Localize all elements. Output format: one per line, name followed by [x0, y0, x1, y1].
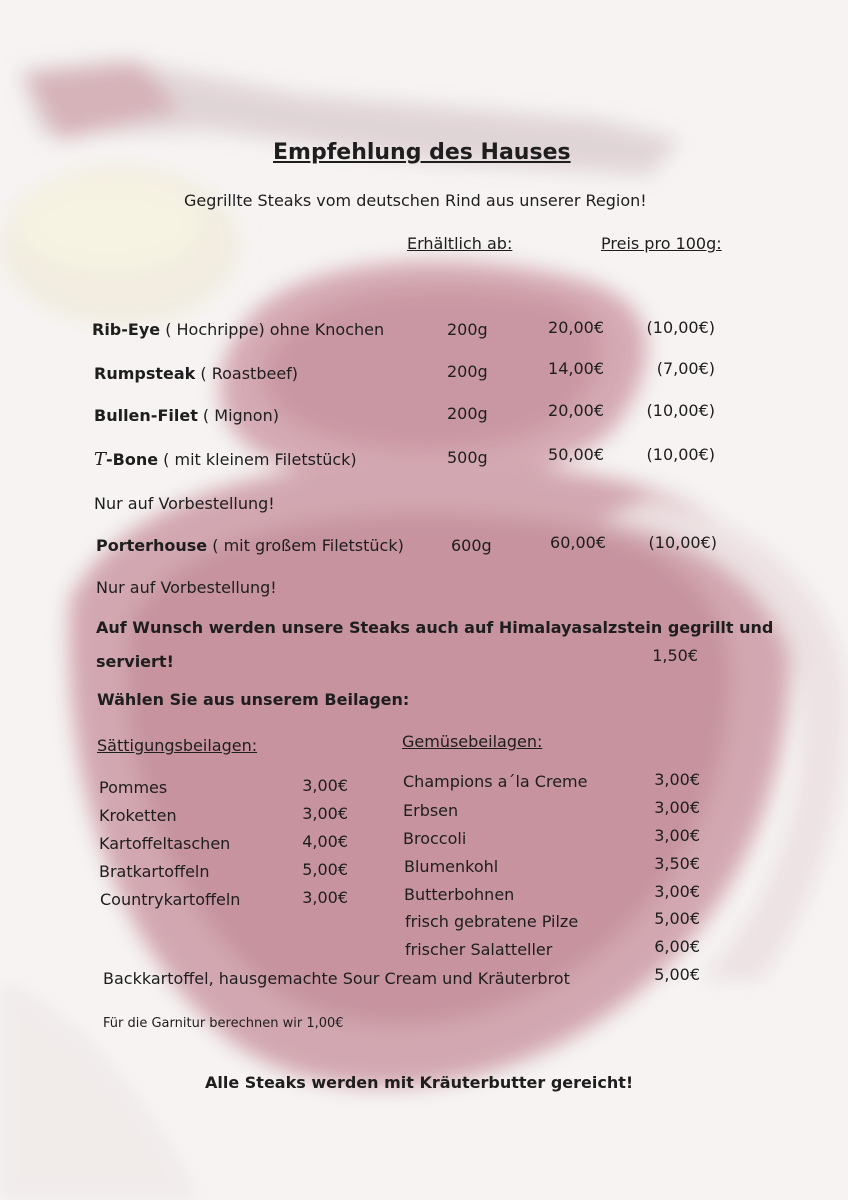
steak-name: Rumpsteak: [94, 364, 196, 383]
column-header-available: Erhältlich ab:: [407, 234, 513, 253]
list-item: Pommes: [99, 778, 168, 797]
list-item: Kroketten: [99, 806, 177, 825]
steak-description: ( Mignon): [197, 406, 279, 425]
preorder-note: Nur auf Vorbestellung!: [96, 578, 277, 597]
subtitle: Gegrillte Steaks vom deutschen Rind aus unserer Region!: [184, 191, 647, 210]
list-item-price: 5,00€: [302, 860, 348, 879]
list-item: Champions a´la Creme: [403, 772, 588, 791]
steak-price: 50,00€: [548, 445, 604, 464]
list-item-price: 5,00€: [654, 909, 700, 928]
steak-weight: 200g: [447, 362, 488, 381]
list-item: Kartoffeltaschen: [99, 834, 231, 853]
footer-note: Alle Steaks werden mit Kräuterbutter gereicht!: [205, 1073, 634, 1092]
steak-name: -Bone: [106, 450, 159, 469]
steak-price: 60,00€: [550, 533, 606, 552]
gemuesebeilagen-heading: Gemüsebeilagen:: [402, 732, 543, 751]
backkartoffel-item: Backkartoffel, hausgemachte Sour Cream und Kräuterbrot: [103, 969, 570, 988]
list-item: Erbsen: [403, 801, 459, 820]
list-item-price: 3,00€: [654, 798, 700, 817]
steak-price: 20,00€: [548, 401, 604, 420]
himalaya-note-line1: Auf Wunsch werden unsere Steaks auch auf Himalayasalzstein gegrillt und: [96, 618, 774, 637]
backkartoffel-price: 5,00€: [654, 965, 700, 984]
steak-price-per-100g: (10,00€): [646, 401, 715, 420]
steak-weight: 500g: [447, 448, 488, 467]
steak-description: ( Roastbeef): [195, 364, 299, 383]
steak-weight: 200g: [447, 404, 488, 423]
saettigungsbeilagen-heading: Sättigungsbeilagen:: [97, 736, 258, 755]
list-item: Butterbohnen: [404, 885, 515, 904]
garnitur-note: Für die Garnitur berechnen wir 1,00€: [103, 1016, 344, 1031]
list-item-price: 3,00€: [654, 882, 700, 901]
steak-price-per-100g: (10,00€): [646, 445, 715, 464]
list-item: Blumenkohl: [404, 857, 499, 876]
list-item-price: 4,00€: [302, 832, 348, 851]
steak-description: ( mit kleinem Filetstück): [158, 450, 357, 469]
himalaya-note-line2: serviert!: [96, 652, 174, 671]
column-header-price-per-100g: Preis pro 100g:: [601, 234, 722, 253]
steak-description: ( mit großem Filetstück): [207, 536, 404, 555]
steak-price-per-100g: (7,00€): [656, 359, 715, 378]
steak-price: 20,00€: [548, 318, 604, 337]
list-item-price: 3,00€: [302, 804, 348, 823]
steak-weight: 200g: [447, 320, 488, 339]
list-item-price: 3,50€: [654, 854, 700, 873]
steak-description: ( Hochrippe) ohne Knochen: [160, 320, 385, 339]
list-item-price: 3,00€: [302, 776, 348, 795]
list-item-price: 6,00€: [654, 937, 700, 956]
sides-heading: Wählen Sie aus unserem Beilagen:: [97, 690, 410, 709]
steak-name: Porterhouse: [96, 536, 208, 555]
steak-row-rumpsteak: [94, 364, 298, 384]
steak-name-t-glyph: T: [94, 449, 107, 470]
list-item-price: 3,00€: [654, 826, 700, 845]
list-item: Countrykartoffeln: [100, 890, 241, 909]
page-title: Empfehlung des Hauses: [273, 140, 571, 165]
list-item: Bratkartoffeln: [99, 862, 210, 881]
steak-price: 14,00€: [548, 359, 604, 378]
steak-name: Rib-Eye: [92, 320, 161, 339]
steak-weight: 600g: [451, 536, 492, 555]
steak-row-ribeye: [92, 320, 384, 340]
himalaya-price: 1,50€: [652, 646, 698, 665]
list-item: frischer Salatteller: [405, 940, 553, 959]
steak-price-per-100g: (10,00€): [646, 318, 715, 337]
steak-price-per-100g: (10,00€): [648, 533, 717, 552]
steak-row-t-bone: [94, 450, 357, 470]
list-item-price: 3,00€: [654, 770, 700, 789]
list-item-price: 3,00€: [302, 888, 348, 907]
list-item: frisch gebratene Pilze: [405, 912, 579, 931]
list-item: Broccoli: [403, 829, 467, 848]
steak-row-bullen-filet: [94, 406, 279, 426]
steak-row-porterhouse: [96, 536, 404, 556]
preorder-note: Nur auf Vorbestellung!: [94, 494, 275, 513]
steak-name: Bullen-Filet: [94, 406, 198, 425]
